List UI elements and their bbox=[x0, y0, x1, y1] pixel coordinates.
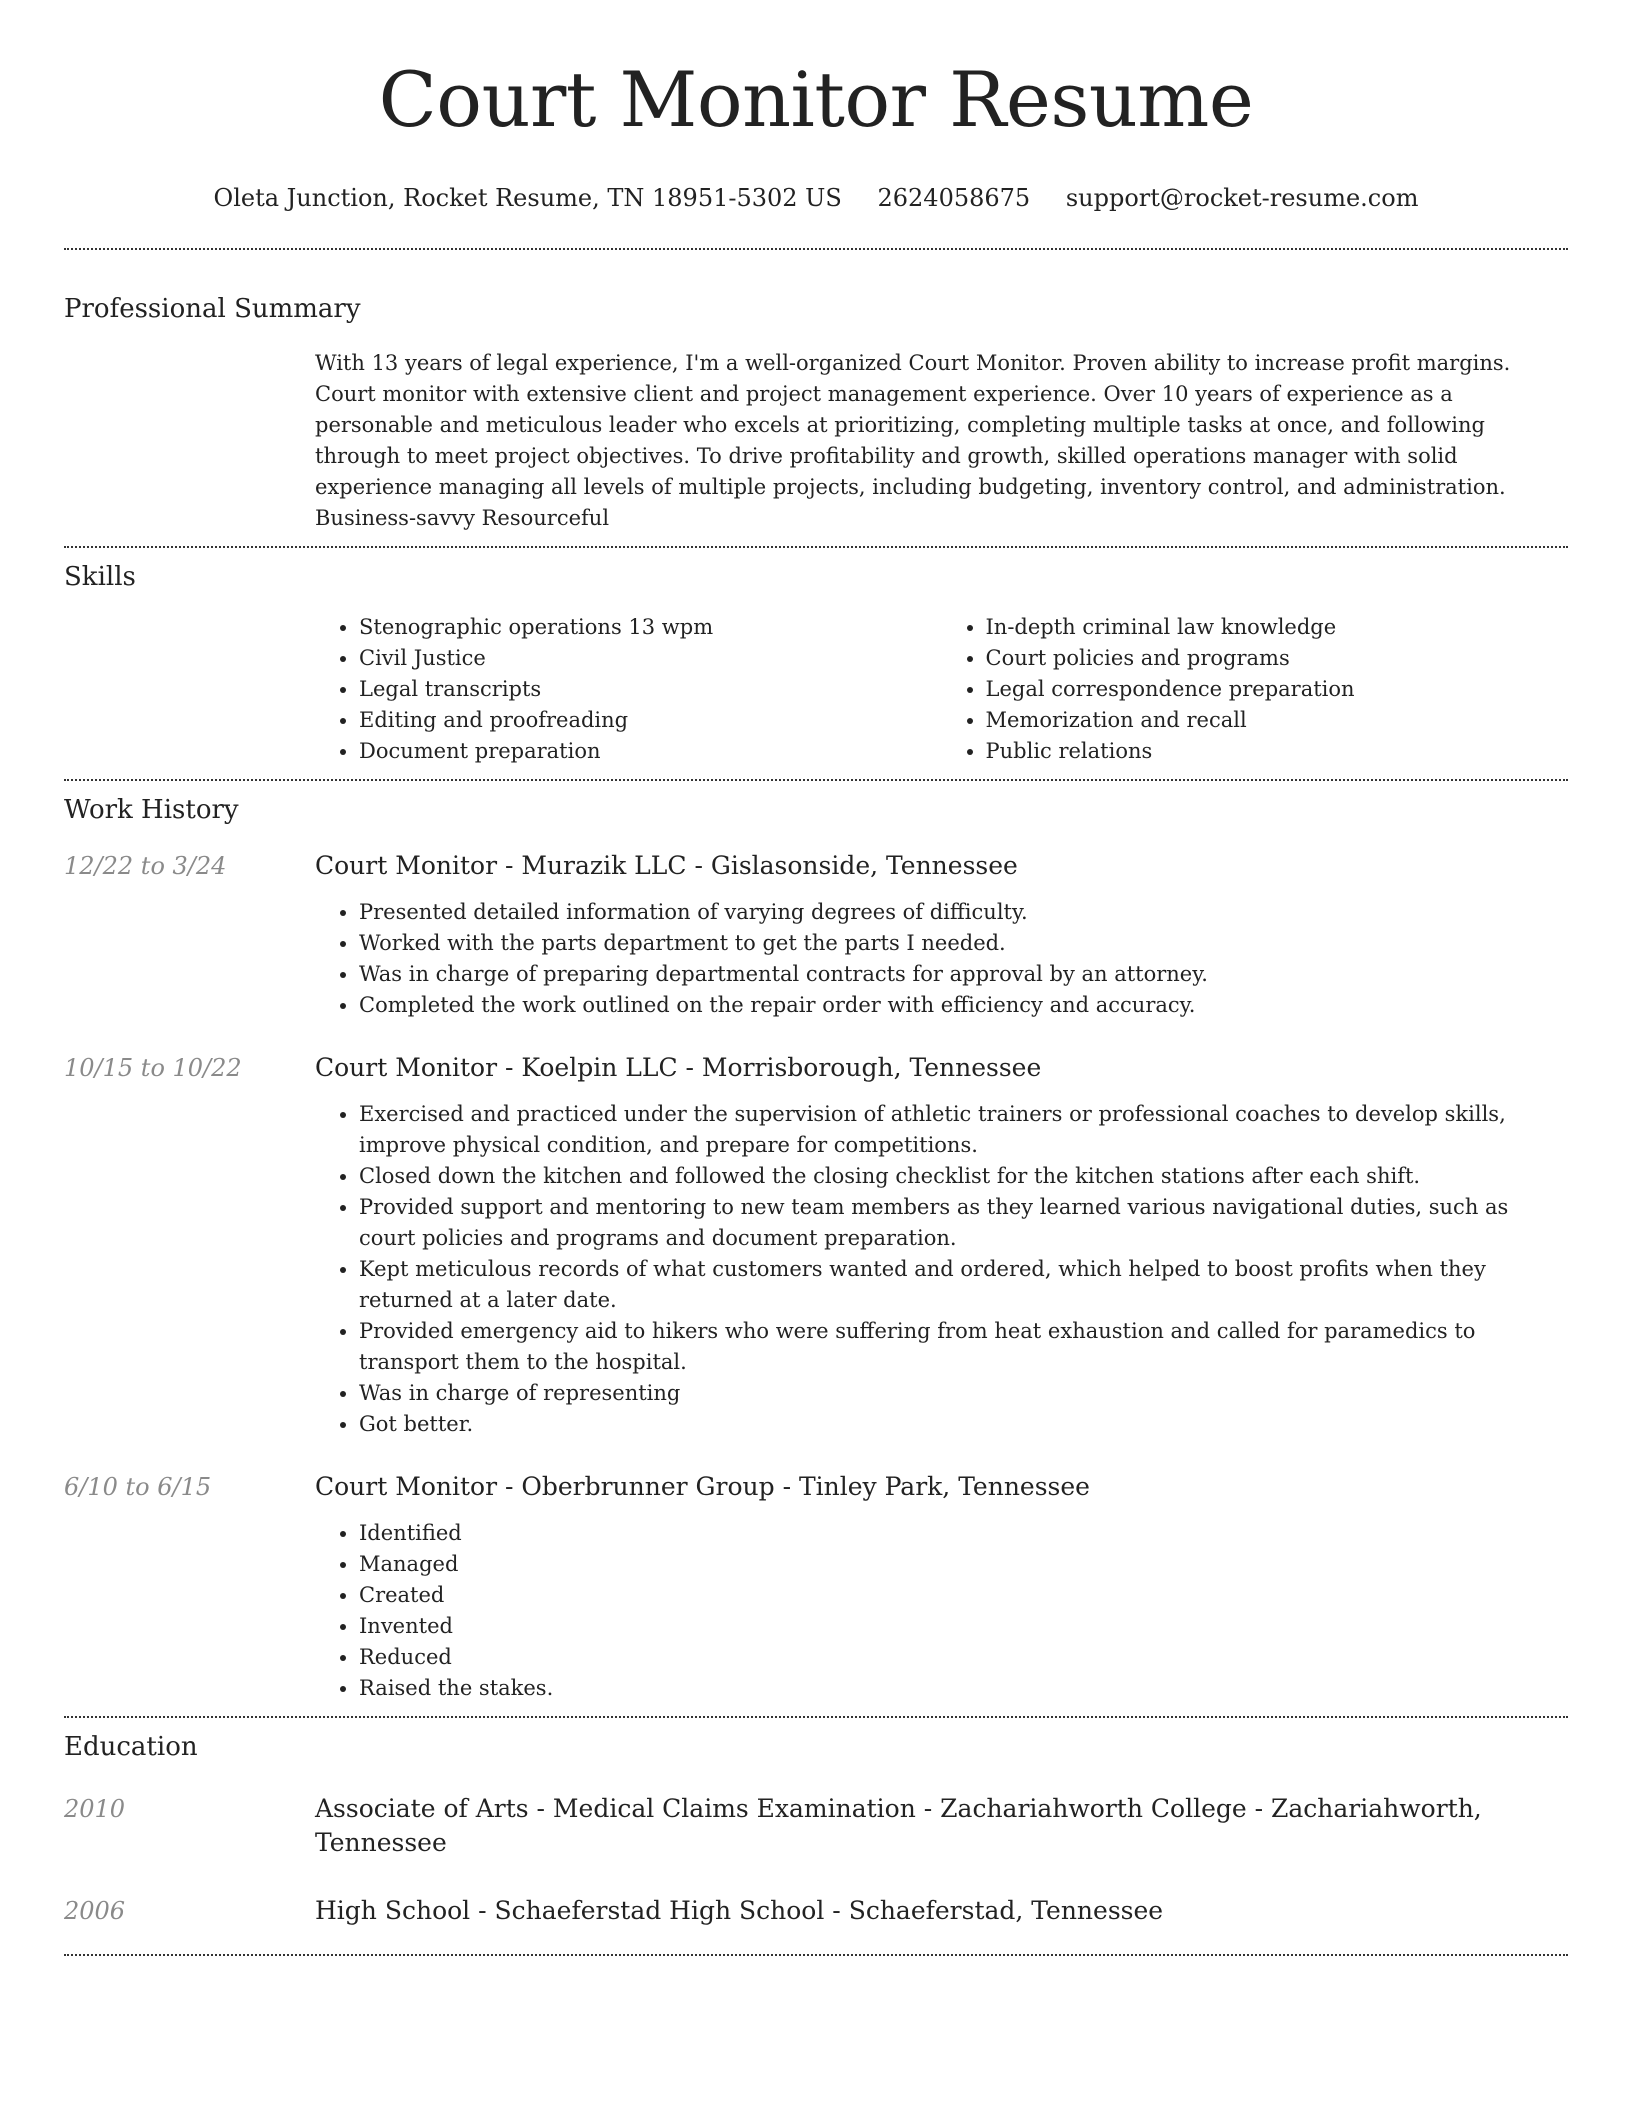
education-year: 2006 bbox=[64, 1897, 126, 1925]
job-bullet: • Presented detailed information of varying degrees of difficulty. bbox=[359, 897, 1568, 928]
skills-list-left bbox=[315, 612, 942, 767]
summary-section bbox=[64, 250, 1568, 546]
job-dates: 6/10 to 6/15 bbox=[64, 1473, 212, 1501]
job-bullet: • Kept meticulous records of what customers wanted and ordered, which helped to boost profits when they returned at a later date. bbox=[359, 1254, 1568, 1316]
job-bullet: • Closed down the kitchen and followed the closing checklist for the kitchen stations after each shift. bbox=[359, 1161, 1568, 1192]
job-bullet: • Reduced bbox=[359, 1642, 1568, 1673]
skill-item: • Court policies and programs bbox=[986, 643, 1569, 674]
contact-address: Oleta Junction, Rocket Resume, TN 18951-5302 US bbox=[213, 184, 842, 212]
skill-item: • Editing and proofreading bbox=[359, 705, 942, 736]
skill-item: • Legal transcripts bbox=[359, 674, 942, 705]
job-bullet: • Exercised and practiced under the supervision of athletic trainers or professional coaches to develop skills, improve physical condition, and prepare for competitions. bbox=[359, 1099, 1568, 1161]
education-entry bbox=[64, 1894, 1568, 1928]
job-title: Court Monitor - Murazik LLC - Gislasonside, Tennessee bbox=[315, 851, 1018, 880]
job-bullet: • Provided emergency aid to hikers who were suffering from heat exhaustion and called for paramedics to transport them to the hospital. bbox=[359, 1316, 1568, 1378]
page-title: Court Monitor Resume bbox=[378, 55, 1254, 144]
contact-line bbox=[64, 182, 1568, 214]
contact-email: support@rocket-resume.com bbox=[1065, 184, 1419, 212]
job-title: Court Monitor - Oberbrunner Group - Tinley Park, Tennessee bbox=[315, 1472, 1090, 1501]
job-bullets bbox=[315, 897, 1568, 1021]
skills-list-right bbox=[942, 612, 1569, 767]
job-bullet: • Worked with the parts department to get the parts I needed. bbox=[359, 928, 1568, 959]
contact-phone: 2624058675 bbox=[877, 184, 1031, 212]
job-entry bbox=[64, 849, 1568, 1021]
job-bullet: • Managed bbox=[359, 1549, 1568, 1580]
job-bullets bbox=[315, 1099, 1568, 1440]
summary-heading: Professional Summary bbox=[64, 294, 361, 324]
job-entry bbox=[64, 1470, 1568, 1704]
job-dates: 10/15 to 10/22 bbox=[64, 1054, 242, 1082]
job-bullet: • Invented bbox=[359, 1611, 1568, 1642]
job-bullet: • Was in charge of preparing departmental contracts for approval by an attorney. bbox=[359, 959, 1568, 990]
job-bullet: • Created bbox=[359, 1580, 1568, 1611]
job-bullet: • Completed the work outlined on the repair order with efficiency and accuracy. bbox=[359, 990, 1568, 1021]
skill-item: • In-depth criminal law knowledge bbox=[986, 612, 1569, 643]
summary-text: With 13 years of legal experience, I'm a well-organized Court Monitor. Proven ability to increase profit margins. Court monitor with extensive client and project management experience. Over 10 years of experience as a personable and meticulous leader who excels at prioritizing, completing multiple tasks at once, and following through to meet project objectives. To drive profitability and growth, skilled operations manager with solid experience managing all levels of multiple projects, including budgeting, inventory control, and administration. Business-savvy Resourceful bbox=[315, 351, 1511, 530]
job-bullet: • Identified bbox=[359, 1518, 1568, 1549]
skills-section bbox=[64, 548, 1568, 779]
job-title: Court Monitor - Koelpin LLC - Morrisborough, Tennessee bbox=[315, 1053, 1042, 1082]
education-entry bbox=[64, 1792, 1568, 1860]
skill-item: • Memorization and recall bbox=[986, 705, 1569, 736]
education-text: High School - Schaeferstad High School - Schaeferstad, Tennessee bbox=[315, 1896, 1164, 1925]
job-bullet: • Got better. bbox=[359, 1409, 1568, 1440]
skill-item: • Stenographic operations 13 wpm bbox=[359, 612, 942, 643]
divider bbox=[64, 1954, 1568, 1956]
job-bullet: • Was in charge of representing bbox=[359, 1378, 1568, 1409]
skills-heading: Skills bbox=[64, 562, 136, 592]
job-bullets bbox=[315, 1518, 1568, 1704]
education-heading: Education bbox=[64, 1732, 198, 1762]
work-history-section bbox=[64, 781, 1568, 1716]
skill-item: • Legal correspondence preparation bbox=[986, 674, 1569, 705]
job-bullet: • Raised the stakes. bbox=[359, 1673, 1568, 1704]
education-year: 2010 bbox=[64, 1795, 126, 1823]
skill-item: • Document preparation bbox=[359, 736, 942, 767]
job-bullet: • Provided support and mentoring to new team members as they learned various navigational duties, such as court policies and programs and document preparation. bbox=[359, 1192, 1568, 1254]
education-text: Associate of Arts - Medical Claims Examination - Zachariahworth College - Zachariahworth, Tennessee bbox=[315, 1794, 1482, 1857]
skills-columns bbox=[315, 612, 1568, 779]
job-entry bbox=[64, 1051, 1568, 1440]
job-dates: 12/22 to 3/24 bbox=[64, 852, 227, 880]
skill-item: • Civil Justice bbox=[359, 643, 942, 674]
skill-item: • Public relations bbox=[986, 736, 1569, 767]
education-section bbox=[64, 1718, 1568, 1928]
work-history-heading: Work History bbox=[64, 795, 239, 825]
